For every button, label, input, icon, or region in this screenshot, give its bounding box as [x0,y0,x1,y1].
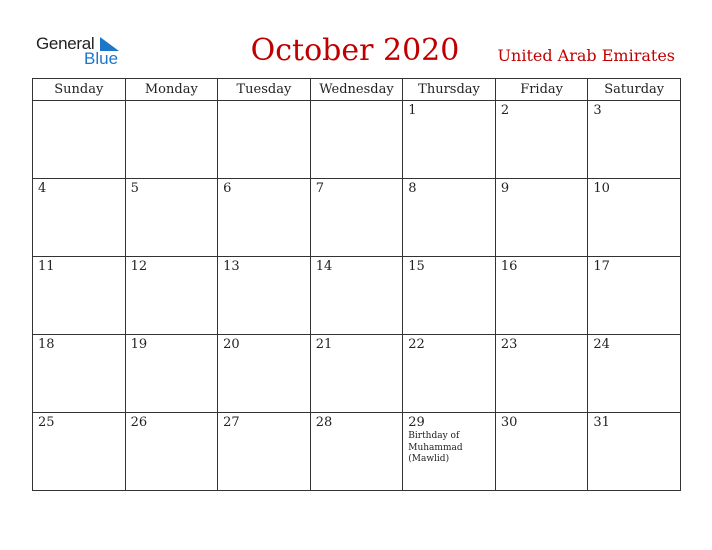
day-cell [33,179,126,257]
week-row [33,257,681,335]
day-cell-empty [33,101,126,179]
day-number: 20 [223,337,240,352]
day-cell [495,101,588,179]
day-number: 9 [500,181,510,196]
day-number: 31 [593,415,610,430]
day-number: 29 [408,415,425,430]
day-cell [588,335,681,413]
day-cell-empty [310,101,403,179]
day-cell [495,413,588,491]
weekday-header: Tuesday [218,79,311,101]
week-row [33,101,681,179]
day-number: 26 [130,415,148,430]
day-cell [218,179,311,257]
day-number: 6 [223,181,232,196]
weekday-header: Sunday [33,79,126,101]
weekday-header: Wednesday [310,79,403,101]
logo-text-general: General [36,34,95,53]
weekday-header: Friday [495,79,588,101]
day-number: 12 [130,259,148,274]
day-cell [403,179,496,257]
day-cell [310,335,403,413]
day-number: 24 [593,337,610,352]
day-cell [403,101,496,179]
day-number: 10 [593,181,610,196]
day-cell [495,335,588,413]
calendar-grid [32,78,681,491]
day-cell [310,413,403,491]
day-number: 19 [130,337,148,352]
day-cell [588,179,681,257]
calendar-title: October 2020 [250,33,460,68]
day-cell [588,413,681,491]
day-cell [125,257,218,335]
day-cell [495,179,588,257]
day-cell [218,413,311,491]
day-number: 8 [408,181,417,196]
day-cell [218,335,311,413]
day-cell [33,335,126,413]
weekday-header-row [33,79,681,101]
day-cell [588,257,681,335]
day-number: 27 [223,415,240,430]
day-number: 2 [500,103,510,118]
day-number: 3 [593,103,602,118]
weekday-header: Thursday [403,79,496,101]
day-number: 4 [38,181,47,196]
day-cell [33,413,126,491]
day-number: 18 [38,337,55,352]
day-number: 15 [408,259,425,274]
day-cell-empty [218,101,311,179]
day-number: 5 [130,181,139,196]
day-number: 16 [500,259,518,274]
week-row [33,179,681,257]
day-cell-holiday [403,413,496,491]
day-cell-empty [125,101,218,179]
day-number: 14 [315,259,333,274]
day-number: 25 [38,415,55,430]
weekday-header: Saturday [588,79,681,101]
day-cell [125,179,218,257]
day-cell [310,257,403,335]
day-number: 30 [500,415,518,430]
day-number: 1 [408,103,417,118]
week-row [33,335,681,413]
week-row [33,413,681,491]
day-cell [403,335,496,413]
day-number: 7 [315,181,324,196]
logo-text-blue: Blue [84,49,119,68]
generalblue-logo [36,34,136,70]
weekday-header: Monday [125,79,218,101]
day-cell [403,257,496,335]
day-cell [125,413,218,491]
day-cell [125,335,218,413]
day-number: 17 [593,259,610,274]
day-number: 13 [223,259,240,274]
day-number: 23 [500,337,518,352]
day-number: 22 [408,337,425,352]
day-cell [218,257,311,335]
country-name: United Arab Emirates [497,46,675,65]
day-cell [33,257,126,335]
day-number: 11 [38,259,55,274]
day-cell [310,179,403,257]
day-cell [588,101,681,179]
holiday-label: Birthday of Muhammad (Mawlid) [408,431,463,464]
day-number: 21 [315,337,333,352]
day-number: 28 [315,415,333,430]
day-cell [495,257,588,335]
